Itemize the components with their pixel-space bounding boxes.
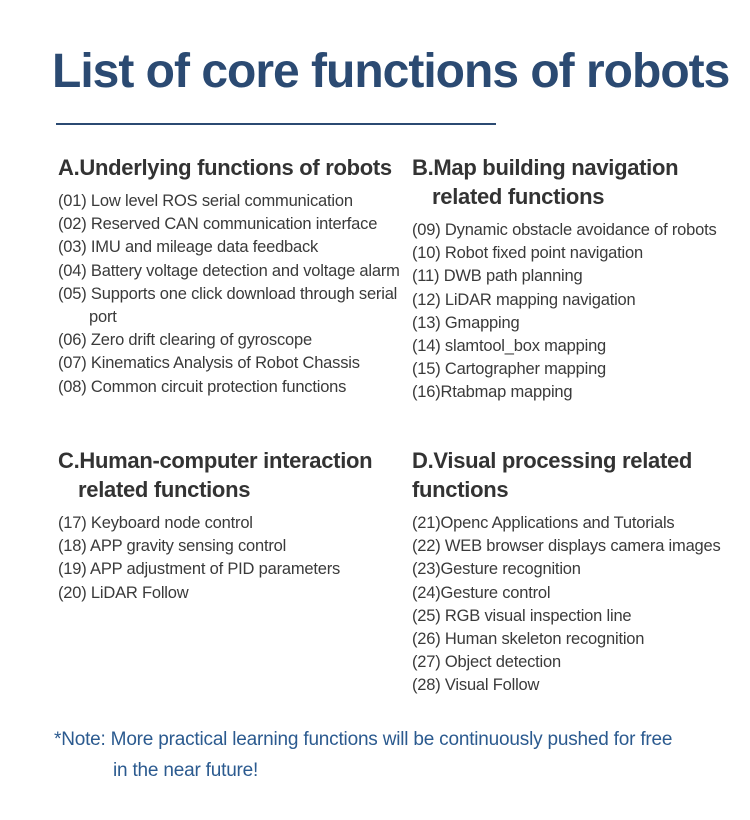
list-item: (27) Object detection (412, 653, 561, 672)
list-item: (18) APP gravity sensing control (58, 537, 287, 556)
list-item: (02) Reserved CAN communication interface (58, 215, 378, 234)
section-visual-processing (412, 446, 742, 698)
list-item: (10) Robot fixed point navigation (412, 244, 643, 263)
list-item: (14) slamtool_box mapping (412, 337, 607, 356)
list-item: (04) Battery voltage detection and voltage alarm (58, 261, 400, 280)
section-heading: A.Underlying functions of robots (58, 155, 392, 180)
section-heading: B.Map building navigation related functions (412, 155, 679, 209)
list-item: (07) Kinematics Analysis of Robot Chassis (58, 354, 360, 373)
title-divider (56, 123, 496, 125)
list-item: (23)Gesture recognition (412, 560, 581, 579)
list-item: (24)Gesture control (412, 583, 551, 602)
function-list (412, 219, 742, 405)
section-underlying-functions (58, 153, 403, 399)
list-item: (09) Dynamic obstacle avoidance of robots (412, 221, 717, 239)
list-item: (20) LiDAR Follow (58, 583, 189, 602)
list-item: (05) Supports one click download through serial port (58, 284, 398, 327)
list-item: (06) Zero drift clearing of gyroscope (58, 331, 312, 350)
function-list (412, 512, 742, 698)
function-list (58, 512, 403, 605)
list-item: (12) LiDAR mapping navigation (412, 290, 636, 309)
page-title: List of core functions of robots (52, 45, 730, 98)
list-item: (11) DWB path planning (412, 267, 583, 286)
list-item: (16)Rtabmap mapping (412, 383, 573, 402)
list-item: (13) Gmapping (412, 313, 520, 332)
list-item: (26) Human skeleton recognition (412, 630, 645, 649)
section-human-computer-interaction (58, 446, 403, 605)
list-item: (01) Low level ROS serial communication (58, 192, 353, 210)
list-item: (15) Cartographer mapping (412, 360, 607, 379)
section-heading: D.Visual processing related functions (412, 448, 693, 502)
footnote (54, 724, 734, 786)
section-heading: C.Human-computer interaction related functions (58, 448, 373, 502)
function-list (58, 190, 403, 399)
list-item: (19) APP adjustment of PID parameters (58, 560, 341, 579)
section-map-navigation-functions (412, 153, 742, 405)
list-item: (17) Keyboard node control (58, 514, 253, 532)
list-item: (08) Common circuit protection functions (58, 377, 347, 396)
list-item: (21)Openc Applications and Tutorials (412, 514, 675, 532)
list-item: (25) RGB visual inspection line (412, 606, 632, 625)
footnote-line: *Note: More practical learning functions will be continuously pushed for free (54, 729, 673, 750)
list-item: (03) IMU and mileage data feedback (58, 238, 319, 257)
footnote-line: in the near future! (113, 760, 259, 781)
list-item: (28) Visual Follow (412, 676, 540, 695)
list-item: (22) WEB browser displays camera images (412, 537, 721, 556)
